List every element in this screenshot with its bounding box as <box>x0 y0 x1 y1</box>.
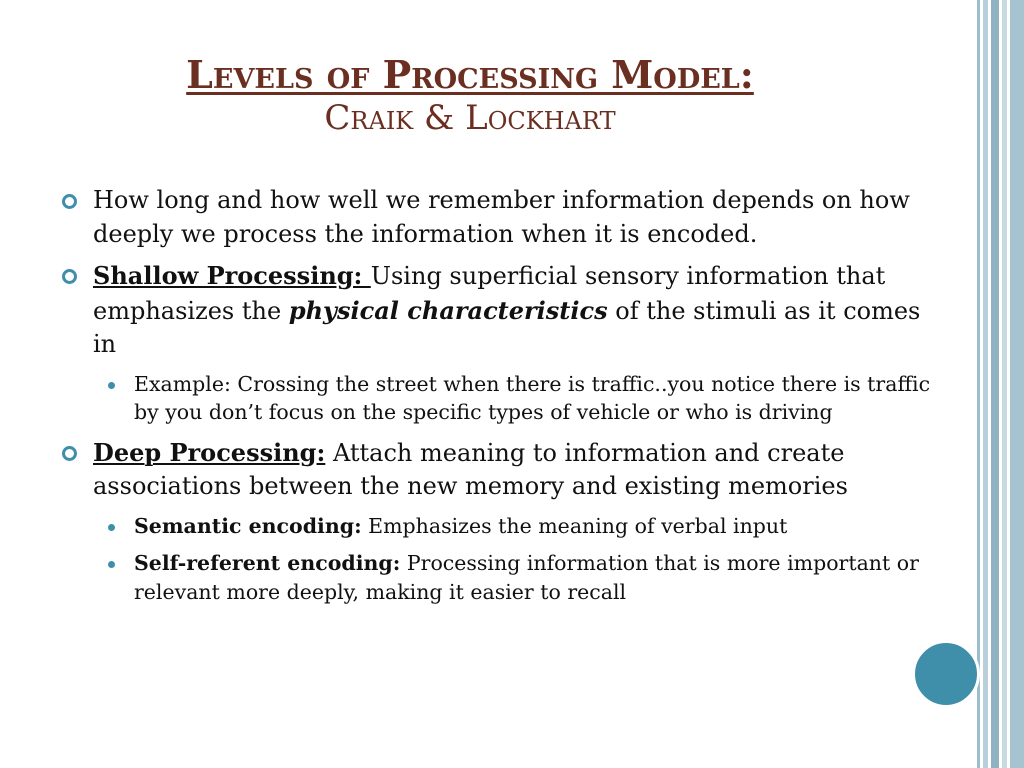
bullet-text: Attach meaning to information and create associations between the new memory and existing memories <box>93 438 848 500</box>
slide-title <box>60 52 880 138</box>
bullet-item <box>60 184 950 251</box>
sub-bullet-term: Self-referent encoding: <box>134 551 401 575</box>
ring-bullet-icon <box>62 269 77 284</box>
bullet-text: Using superficial sensory information that emphasizes the <box>93 262 886 325</box>
decorative-stripe <box>991 0 999 768</box>
bullet-text: of the stimuli as it comes in <box>93 296 921 358</box>
sub-bullet-text: Emphasizes the meaning of verbal input <box>361 513 788 538</box>
sub-bullet-item <box>60 549 950 606</box>
decorative-stripe <box>983 0 988 768</box>
decorative-stripe <box>977 0 980 768</box>
slide-content <box>60 184 950 615</box>
bullet-term: Shallow Processing: <box>93 261 371 290</box>
sub-bullet-text: Processing information that is more important or relevant more deeply, making it easier to recall <box>134 551 919 604</box>
dot-bullet-icon <box>108 561 115 568</box>
bullet-item <box>60 436 950 504</box>
title-line-2: Craik & Lockhart <box>324 97 616 138</box>
decorative-stripe <box>1002 0 1007 768</box>
ring-bullet-icon <box>62 446 77 461</box>
sub-bullet-item <box>60 370 950 427</box>
bullet-term: Deep Processing: <box>93 437 326 467</box>
decorative-stripe <box>1010 0 1024 768</box>
dot-bullet-icon <box>108 382 115 389</box>
dot-bullet-icon <box>108 524 115 531</box>
title-line-1: Levels of Processing Model: <box>186 52 754 97</box>
sub-bullet-item <box>60 512 950 541</box>
sub-bullet-text: Example: Crossing the street when there is traffic..you notice there is traffic by you don’t focus on the specific types of vehicle or who is driving <box>134 371 931 424</box>
bullet-emphasis: physical characteristics <box>288 295 608 325</box>
decorative-circle <box>912 640 980 708</box>
sub-bullet-term: Semantic encoding: <box>134 513 362 538</box>
bullet-text: How long and how well we remember information depends on how deeply we process the information when it is encoded. <box>93 186 910 248</box>
ring-bullet-icon <box>62 194 77 209</box>
bullet-item <box>60 259 950 362</box>
